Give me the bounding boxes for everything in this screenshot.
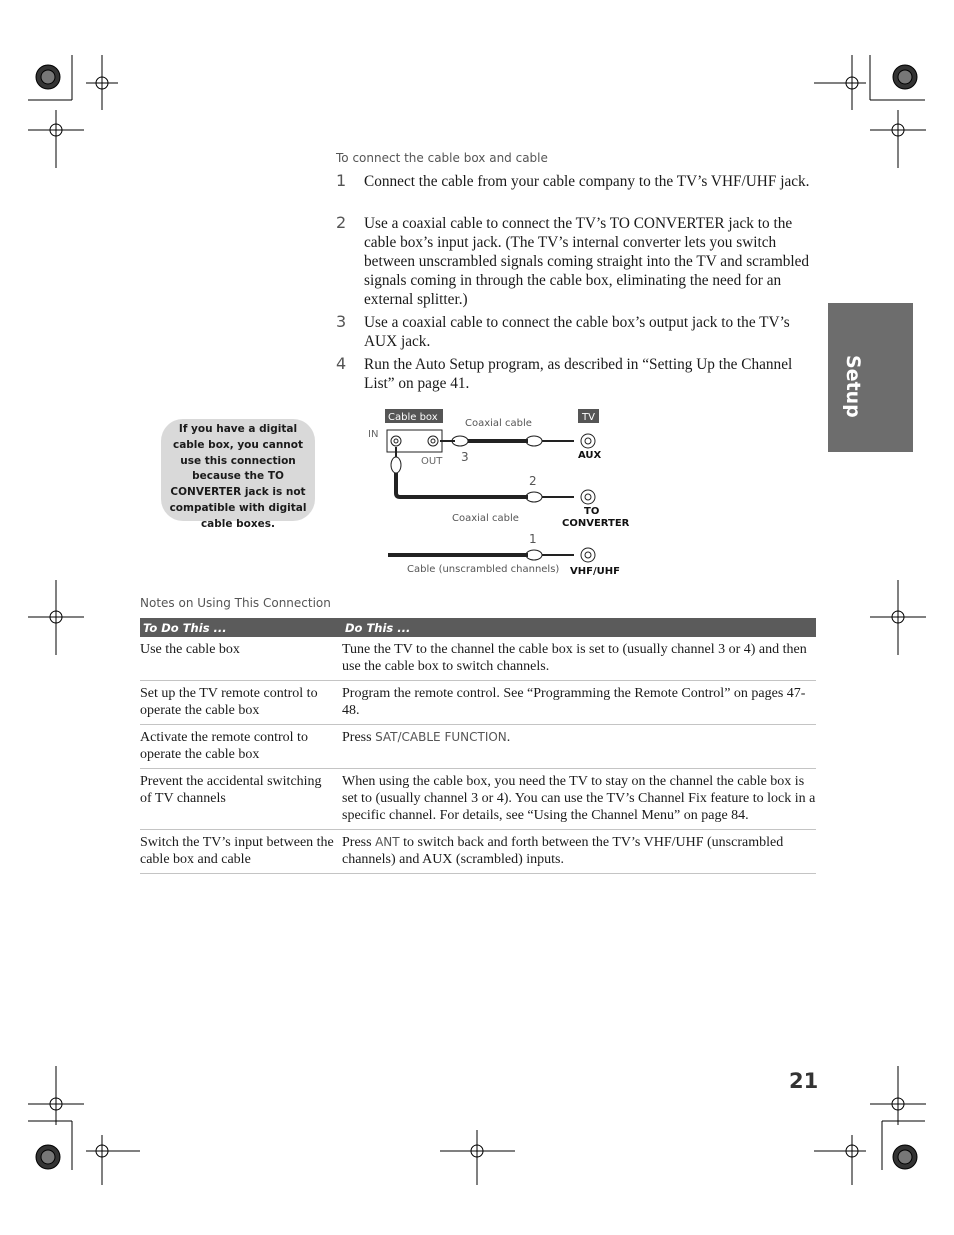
step-3	[336, 313, 816, 351]
table-row	[140, 769, 816, 830]
vhf-uhf-label: VHF/UHF	[570, 566, 620, 577]
step-1	[336, 172, 816, 191]
cable-unscrambled-label: Cable (unscrambled channels)	[407, 564, 560, 575]
do-text: .	[506, 730, 511, 745]
table-row	[140, 830, 816, 874]
tv-label: TV	[582, 412, 595, 423]
coaxial-cable-label-mid: Coaxial cable	[452, 513, 519, 524]
step-number: 2	[336, 213, 347, 232]
table-header-row	[140, 618, 816, 637]
in-label: IN	[368, 429, 379, 440]
coaxial-cable-label-top: Coaxial cable	[465, 418, 532, 429]
step-text: Run the Auto Setup program, as described in “Setting Up the Channel List” on page 41.	[364, 356, 793, 392]
todo-cell: Switch the TV’s input between the cable box and cable	[140, 830, 342, 874]
section-side-tab	[828, 303, 913, 452]
to-label: TO	[584, 506, 600, 517]
todo-cell: Set up the TV remote control to operate the cable box	[140, 681, 342, 725]
button-name: SAT/CABLE FUNCTION	[375, 730, 507, 744]
step-text: Connect the cable from your cable company to the TV’s VHF/UHF jack.	[364, 173, 810, 190]
do-cell	[342, 830, 816, 874]
cable-box-label: Cable box	[388, 412, 438, 423]
step-number: 3	[336, 312, 347, 331]
column-header: To Do This ...	[140, 618, 342, 637]
notes-heading: Notes on Using This Connection	[140, 596, 331, 610]
column-header: Do This ...	[342, 618, 816, 637]
button-name: ANT	[375, 835, 400, 849]
step-text: Use a coaxial cable to connect the cable box’s output jack to the TV’s AUX jack.	[364, 314, 790, 350]
todo-cell: Prevent the accidental switching of TV channels	[140, 769, 342, 830]
step-4	[336, 355, 816, 393]
step-number: 4	[336, 354, 347, 373]
page-number: 21	[789, 1069, 819, 1093]
do-cell	[342, 725, 816, 769]
note-callout: If you have a digital cable box, you cannot use this connection because the TO CONVERTER jack is not compatible with digital cable boxes.	[161, 419, 315, 521]
out-label: OUT	[421, 456, 443, 467]
step-text: Use a coaxial cable to connect the TV’s TO CONVERTER jack to the cable box’s input jack. (The TV’s internal converter lets you switch between unscrambled signals coming straight into the TV and scrambled signals coming in through the cable box, eliminating the need for an external splitter.)	[364, 215, 810, 308]
side-tab-label: Setup	[842, 355, 864, 418]
table-row	[140, 725, 816, 769]
do-cell: When using the cable box, you need the TV to stay on the channel the cable box is set to (usually channel 3 or 4). You can use the TV’s Channel Fix feature to lock in a specific channel. For details, see “Using the Channel Menu” on page 84.	[342, 769, 816, 830]
step-number: 1	[336, 171, 347, 190]
do-text: Press	[342, 730, 376, 745]
do-cell: Program the remote control. See “Programming the Remote Control” on pages 47-48.	[342, 681, 816, 725]
do-text: Press	[342, 835, 376, 850]
section-heading: To connect the cable box and cable	[336, 151, 548, 165]
notes-table	[140, 618, 816, 874]
step-marker-3: 3	[461, 450, 469, 464]
step-marker-1: 1	[529, 532, 537, 546]
todo-cell: Use the cable box	[140, 637, 342, 681]
step-2	[336, 214, 816, 309]
converter-label: CONVERTER	[562, 518, 630, 529]
todo-cell: Activate the remote control to operate the cable box	[140, 725, 342, 769]
table-row	[140, 637, 816, 681]
table-row	[140, 681, 816, 725]
do-cell: Tune the TV to the channel the cable box is set to (usually channel 3 or 4) and then use the cable box to switch channels.	[342, 637, 816, 681]
connection-diagram	[360, 405, 640, 585]
step-marker-2: 2	[529, 474, 537, 488]
aux-label: AUX	[578, 450, 602, 461]
do-text: to switch back and forth between the TV’s VHF/UHF (unscrambled channels) and AUX (scrambled) inputs.	[342, 835, 784, 867]
